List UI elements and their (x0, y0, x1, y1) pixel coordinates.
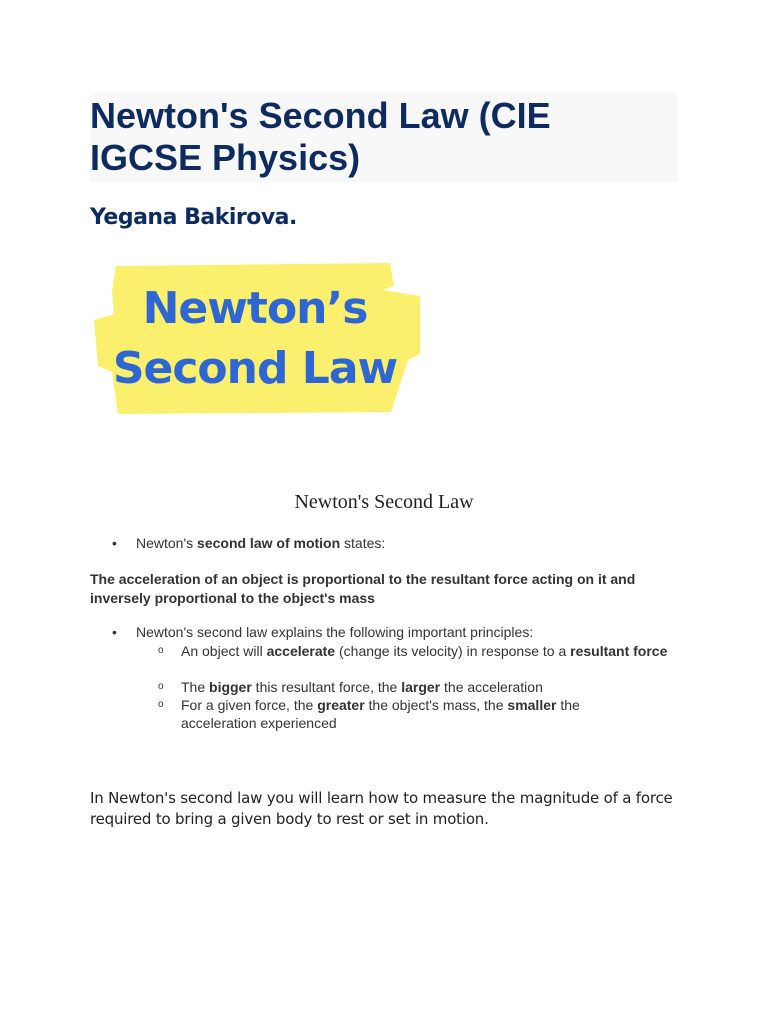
principle-2-text-3: the acceleration (440, 679, 543, 695)
principle-1-text: An object will (181, 643, 267, 659)
principle-item-3 (181, 696, 641, 732)
author-name: Yegana Bakirova. (90, 205, 297, 230)
principle-3-bold: greater (317, 697, 365, 713)
principle-item-2 (181, 678, 671, 696)
principle-2-bold: bigger (209, 679, 252, 695)
bullet-marker: • (112, 624, 117, 640)
law-statement: The acceleration of an object is proportional to the resultant force acting on it and inversely proportional to the object's mass (90, 571, 636, 606)
principle-item-1 (181, 642, 671, 660)
sub-bullet-marker: o (158, 699, 164, 710)
section-heading: Newton's Second Law (294, 491, 474, 513)
principle-3-text-3: the acceleration experienced (181, 697, 580, 731)
principle-2-bold-2: larger (401, 679, 441, 695)
principles-bullet: Newton's second law explains the following important principles: (136, 624, 534, 640)
principle-3-text-2: the object's mass, the (364, 697, 508, 713)
principle-1-bold-2: resultant force (570, 643, 668, 659)
principle-1-bold: accelerate (266, 643, 336, 659)
banner-line-2: Second Law (112, 343, 398, 394)
sub-bullet-marker: o (158, 681, 164, 692)
principle-1-text-2: (change its velocity) in response to a (335, 643, 571, 659)
newtons-second-law-banner (90, 262, 420, 420)
intro-text-post: states: (340, 535, 386, 551)
principle-2-text-2: this resultant force, the (251, 679, 402, 695)
principle-3-text: For a given force, the (181, 697, 318, 713)
banner-line-1: Newton’s (142, 283, 368, 334)
intro-bullet (136, 534, 696, 552)
intro-text-bold: second law of motion (197, 535, 341, 551)
closing-paragraph: In Newton's second law you will learn how to measure the magnitude of a force required to bring a given body to rest or set in motion. (90, 789, 673, 828)
bullet-marker: • (112, 535, 117, 551)
intro-text-pre: Newton's (136, 535, 198, 551)
sub-bullet-marker: o (158, 645, 164, 656)
page-title: Newton's Second Law (CIE IGCSE Physics) (90, 95, 551, 178)
principle-2-text: The (181, 679, 210, 695)
principle-3-bold-2: smaller (507, 697, 557, 713)
